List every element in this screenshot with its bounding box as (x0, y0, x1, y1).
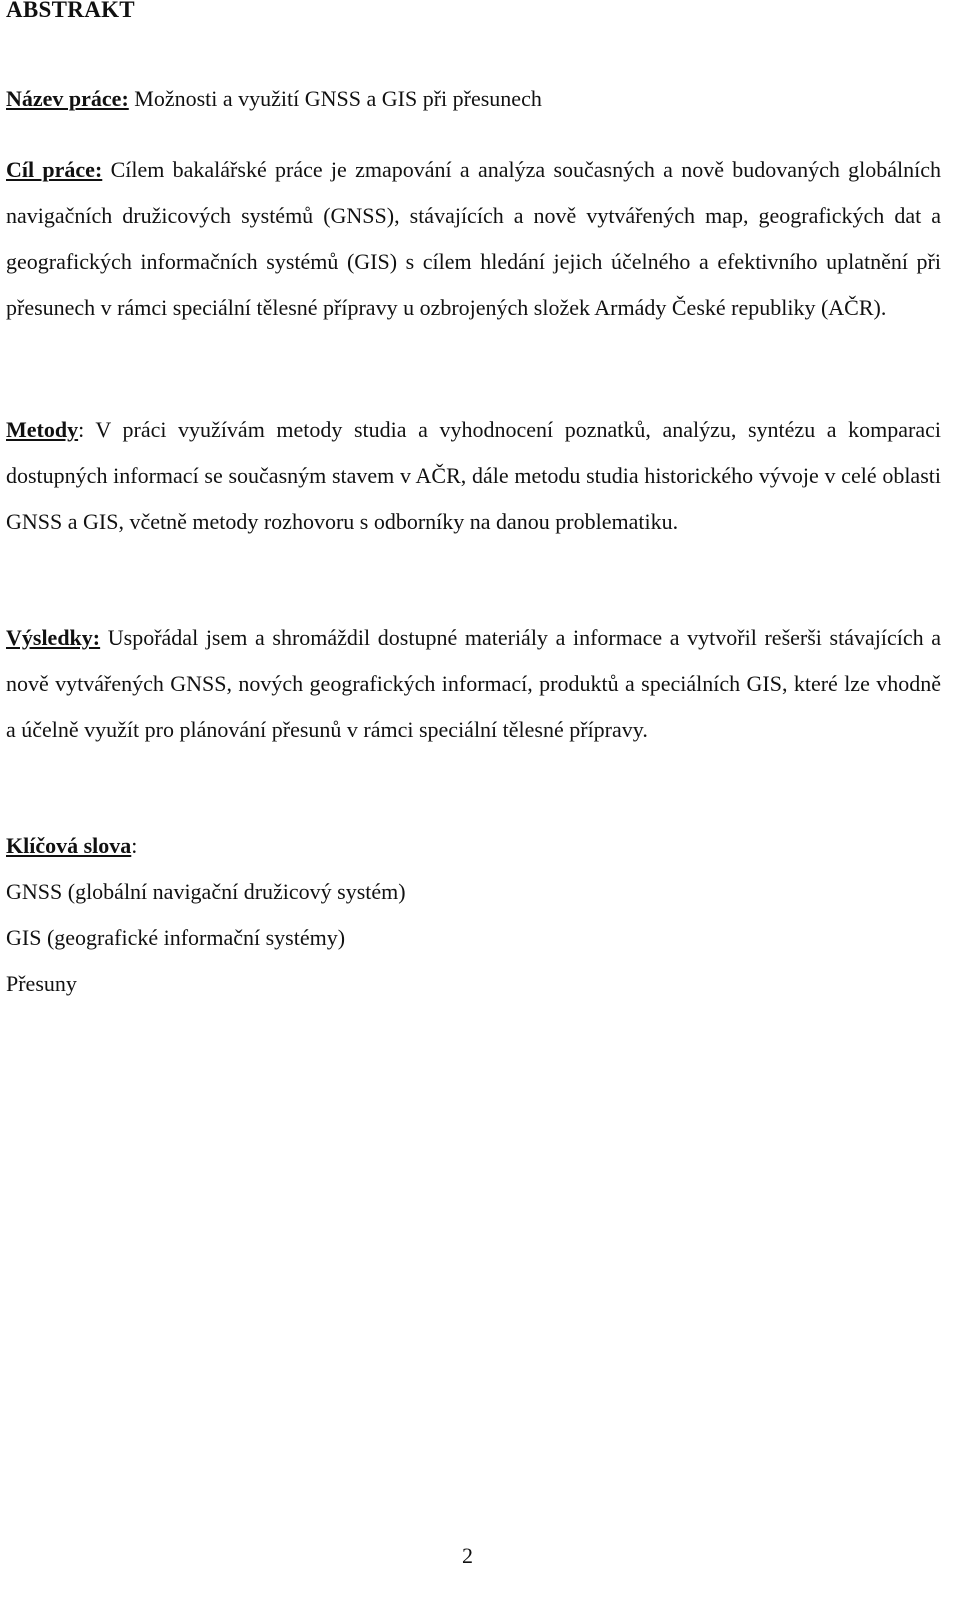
goal-text: Cílem bakalářské práce je zmapování a analýza současných a nově budovaných globálních navigačních družicových systémů (GNSS), stávajících a nově vytvářených map, geografických dat a geografických informačních systémů (GIS) s cílem hledání jejich účelného a efektivního uplatnění při přesunech v rámci speciální tělesné přípravy u ozbrojených složek Armády České republiky (AČR). (6, 157, 941, 320)
results-label: Výsledky: (6, 625, 101, 650)
keywords-list (6, 869, 406, 1007)
keywords-heading (6, 823, 941, 869)
keywords-label: Klíčová slova (6, 833, 132, 858)
thesis-title-text: Možnosti a využití GNSS a GIS při přesunech (128, 86, 542, 111)
methods-paragraph (6, 407, 941, 545)
results-paragraph (6, 615, 941, 753)
goal-paragraph (6, 147, 941, 331)
thesis-title-paragraph (6, 76, 941, 122)
keyword-item: GNSS (globální navigační družicový systém) (6, 879, 406, 904)
methods-text: : V práci využívám metody studia a vyhodnocení poznatků, analýzu, syntézu a komparaci dostupných informací se současným stavem v AČR, dále metodu studia historického vývoje v celé oblasti GNSS a GIS, včetně metody rozhovoru s odborníky na danou problematiku. (6, 417, 941, 534)
abstract-heading: ABSTRAKT (6, 0, 135, 22)
thesis-title-label: Název práce: (6, 86, 129, 111)
page-number: 2 (462, 1543, 473, 1568)
results-text: Uspořádal jsem a shromáždil dostupné materiály a informace a vytvořil rešerši stávajících a nově vytvářených GNSS, nových geografických informací, produktů a speciálních GIS, které lze vhodně a účelně využít pro plánování přesunů v rámci speciální tělesné přípravy. (6, 625, 941, 742)
goal-label: Cíl práce: (6, 157, 103, 182)
keyword-item: GIS (geografické informační systémy) (6, 925, 346, 950)
keywords-label-colon: : (131, 833, 138, 858)
keyword-item: Přesuny (6, 971, 77, 996)
methods-label: Metody (6, 417, 79, 442)
